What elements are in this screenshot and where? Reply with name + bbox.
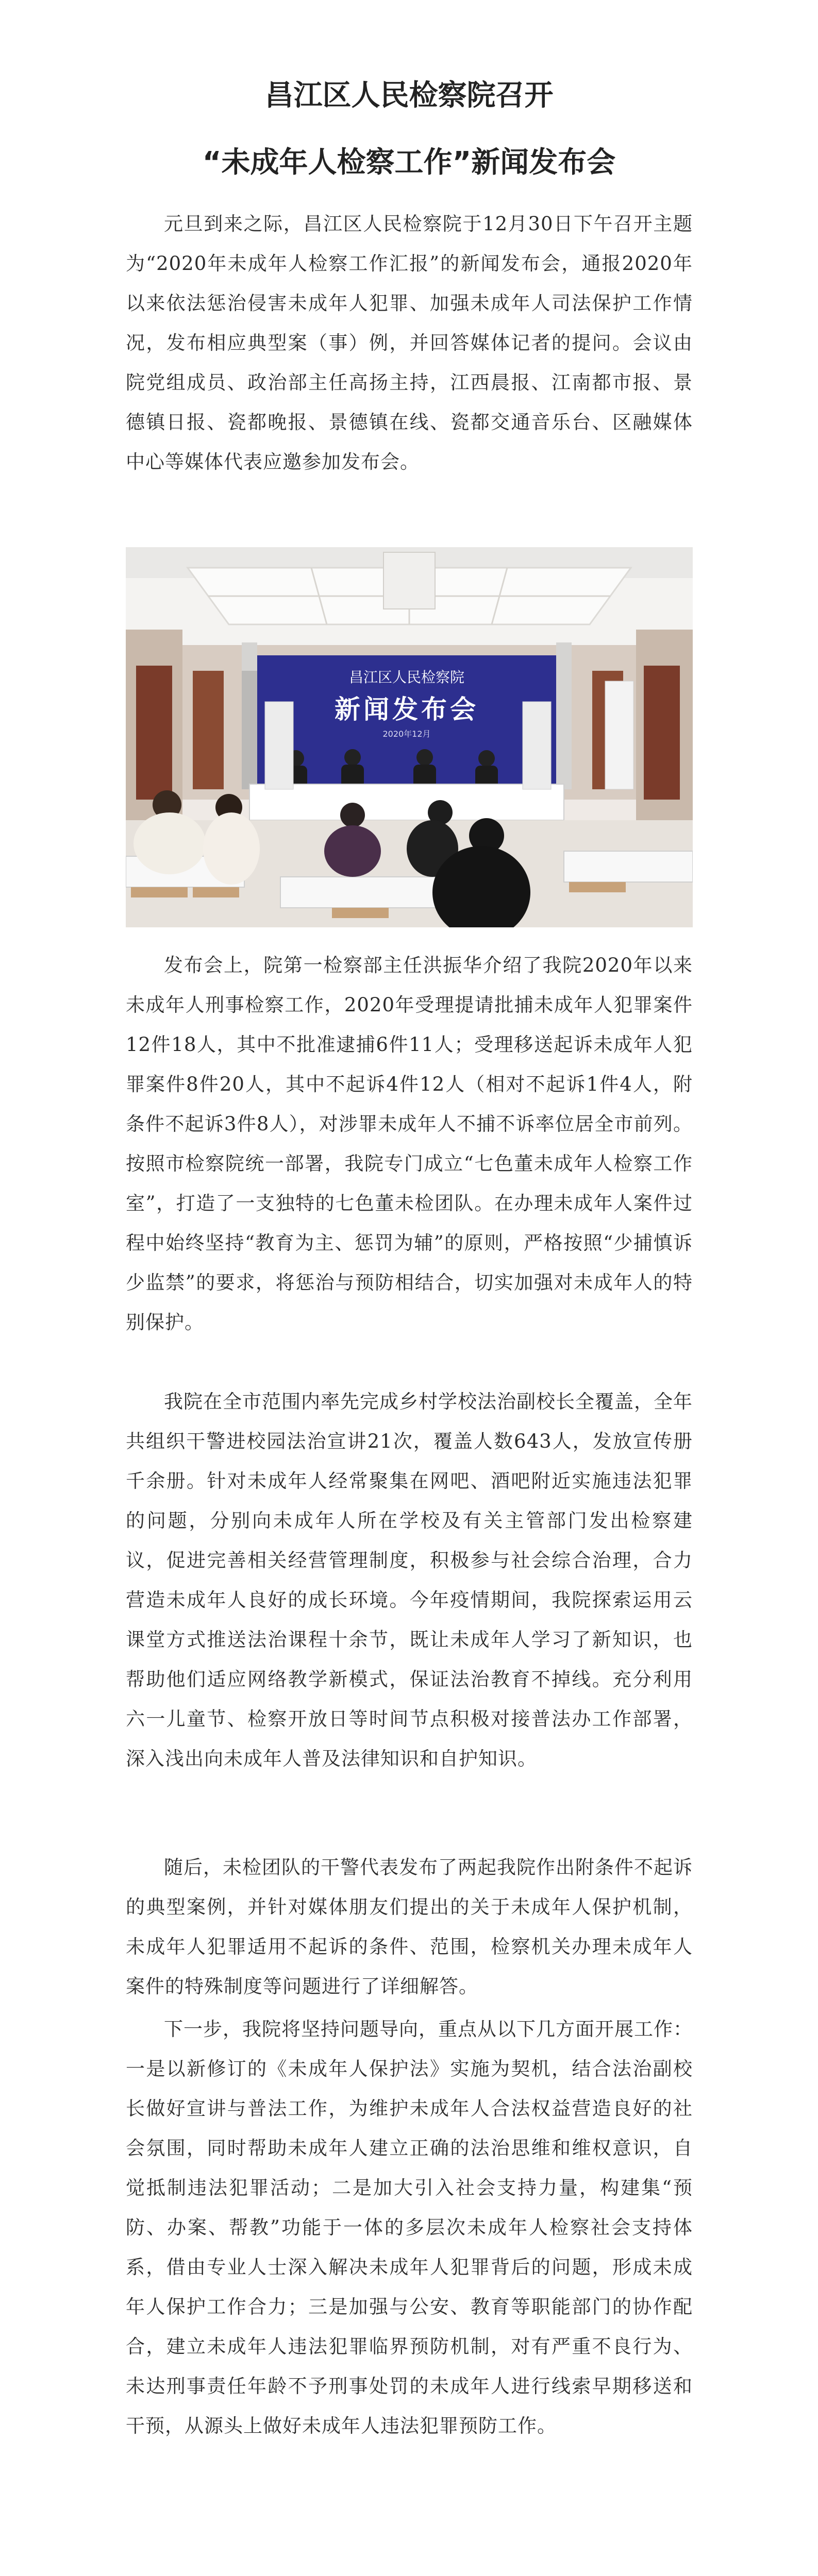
paragraph-next-steps: 下一步，我院将坚持问题导向，重点从以下几方面开展工作：一是以新修订的《未成年人保护法》实施为契机，结合法治副校长做好宣讲与普法工作，为维护未成年人合法权益营造良好的社会氛围，同时帮助未成年人建立正确的法治思维和维权意识，自觉抵制违法犯罪活动；二是加大引入社会支持力量，构建集“预防、办案、帮教”功能于一体的多层次未成年人检察社会支持体系，借由专业人士深入解决未成年人犯罪背后的问题，形成未成年人保护工作合力；三是加强与公安、教育等职能部门的协作配合，建立未成年人违法犯罪临界预防机制，对有严重不良行为、未达刑事责任年龄不予刑事处罚的未成年人进行线索早期移送和干预，从源头上做好未成年人违法犯罪预防工作。 bbox=[126, 2018, 693, 2437]
head-table bbox=[249, 784, 564, 820]
photo-illustration bbox=[126, 547, 693, 927]
audience-table-right bbox=[564, 851, 693, 882]
press-conference-photo bbox=[126, 547, 693, 927]
banner-line2: 新闻发布会 bbox=[335, 694, 479, 724]
banner-date: 2020年12月 bbox=[382, 729, 431, 739]
ceiling-lamp bbox=[383, 552, 435, 609]
paragraph-cases: 随后，未检团队的干警代表发布了两起我院作出附条件不起诉的典型案例，并针对媒体朋友们提出的关于未成年人保护机制，未成年人犯罪适用不起诉的条件、范围，检察机关办理未成年人案件的特殊制度等问题进行了详细解答。 bbox=[126, 1856, 693, 1997]
article-title-line2: “未成年人检察工作”新闻发布会 bbox=[202, 146, 616, 179]
paragraph-conference: 发布会上，院第一检察部主任洪振华介绍了我院2020年以来未成年人刑事检察工作，2020年受理提请批捕未成年人犯罪案件12件18人，其中不批准逮捕6件11人；受理移送起诉未成年人犯罪案件8件20人，其中不起诉4件12人（相对不起诉1件4人，附条件不起诉3件8人），对涉罪未成年人不捕不诉率位居全市前列。按照市检察院统一部署，我院专门成立“七色董未成年人检察工作室”，打造了一支独特的七色董未检团队。在办理未成年人案件过程中始终坚持“教育为主、惩罚为辅”的原则，严格按照“少捕慎诉少监禁”的要求，将惩治与预防相结合，切实加强对未成年人的特别保护。 bbox=[126, 954, 693, 1333]
right-door bbox=[644, 666, 680, 800]
article-title-line1: 昌江区人民检察院召开 bbox=[264, 79, 554, 112]
air-conditioner bbox=[605, 681, 633, 789]
left-door bbox=[136, 666, 172, 800]
banner-line1: 昌江区人民检察院 bbox=[348, 669, 465, 686]
paragraph-intro: 元旦到来之际，昌江区人民检察院于12月30日下午召开主题为“2020年未成年人检察工作汇报”的新闻发布会，通报2020年以来依法惩治侵害未成年人犯罪、加强未成年人司法保护工作情况，发布相应典型案（事）例，并回答媒体记者的提问。会议由院党组成员、政治部主任高扬主持，江西晨报、江南都市报、景德镇日报、瓷都晚报、景德镇在线、瓷都交通音乐台、区融媒体中心等媒体代表应邀参加发布会。 bbox=[126, 213, 693, 473]
paragraph-school-work: 我院在全市范围内率先完成乡村学校法治副校长全覆盖，全年共组织干警进校园法治宣讲21次，覆盖人数643人，发放宣传册千余册。针对未成年人经常聚集在网吧、酒吧附近实施违法犯罪的问题，分别向未成年人所在学校及有关主管部门发出检察建议，促进完善相关经营管理制度，积极参与社会综合治理，合力营造未成年人良好的成长环境。今年疫情期间，我院探索运用云课堂方式推送法治课程十余节，既让未成年人学习了新知识，也帮助他们适应网络教学新模式，保证法治教育不掉线。充分利用六一儿童节、检察开放日等时间节点积极对接普法办工作部署，深入浅出向未成年人普及法律知识和自护知识。 bbox=[126, 1391, 693, 1770]
